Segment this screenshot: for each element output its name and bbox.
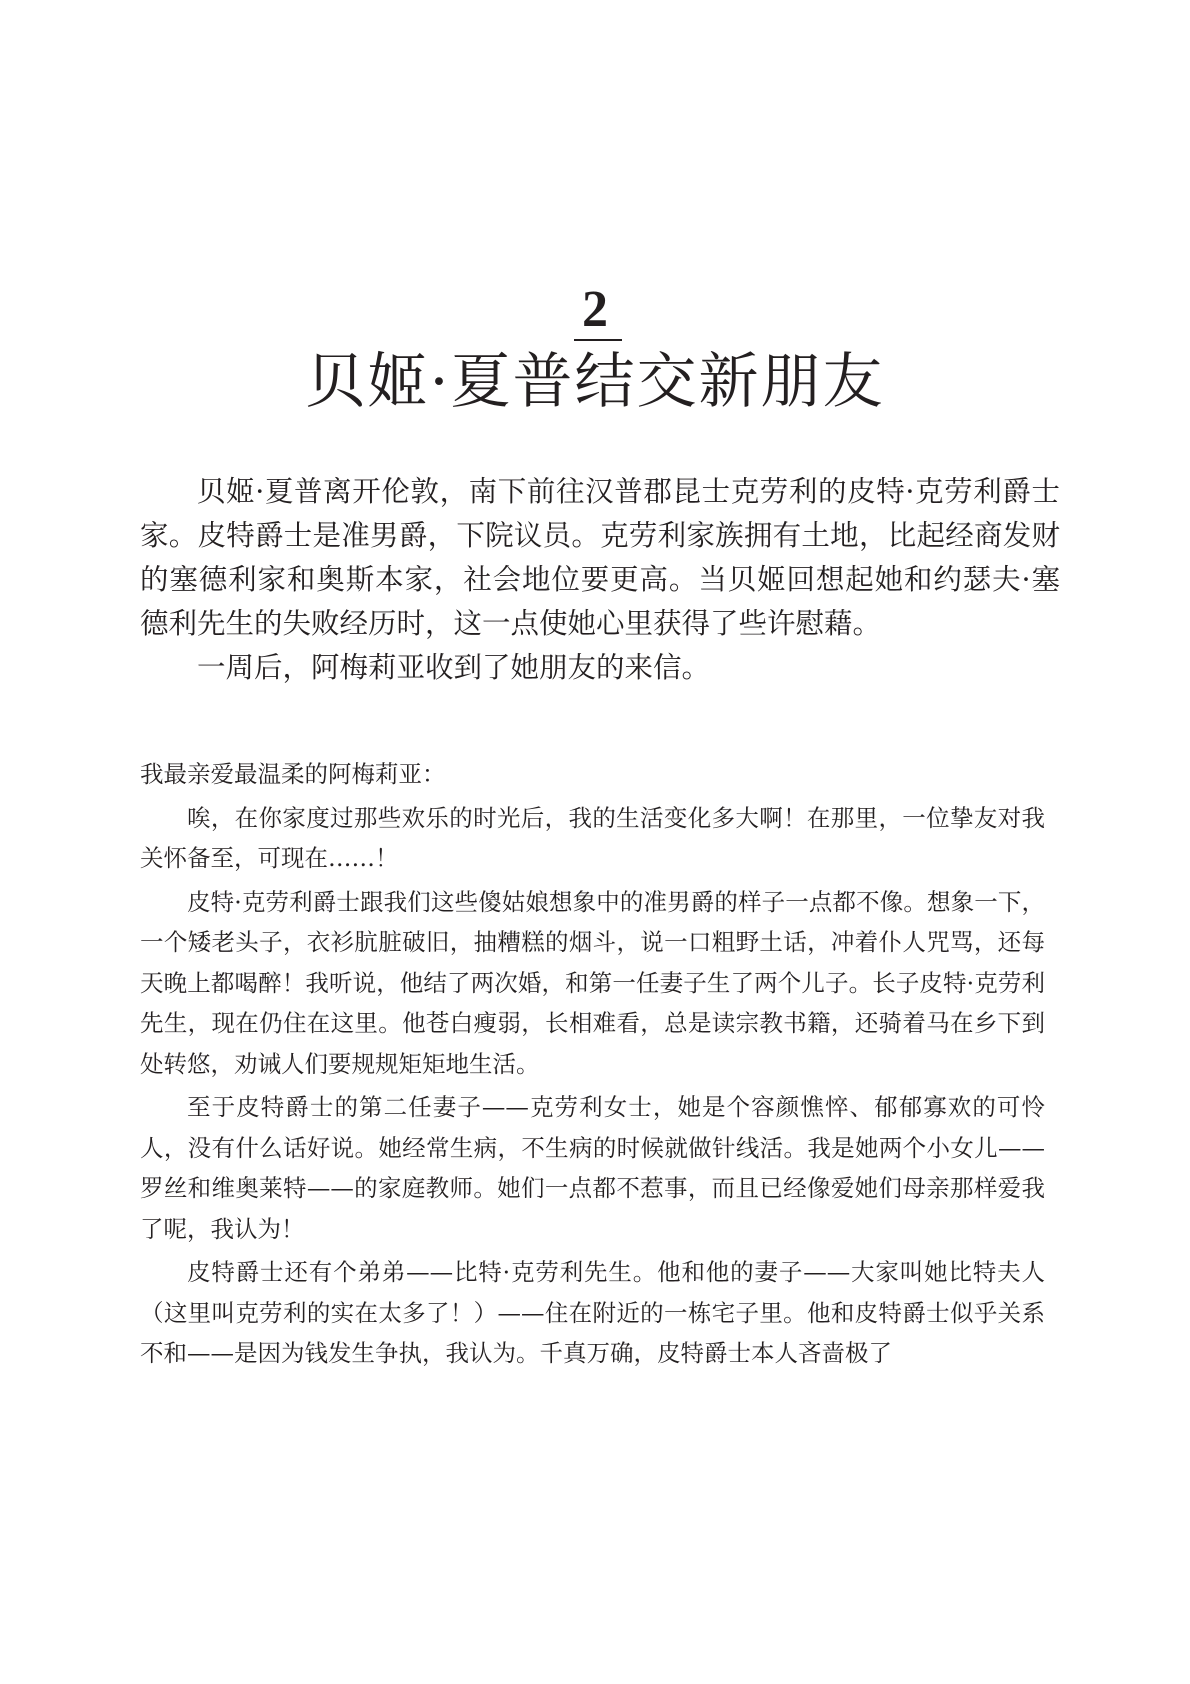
chapter-number: 2 bbox=[582, 281, 608, 338]
intro-text bbox=[140, 470, 1060, 690]
letter-salutation: 我最亲爱最温柔的阿梅莉亚： bbox=[140, 760, 446, 788]
chapter-title: 贝姬·夏普结交新朋友 bbox=[305, 347, 885, 417]
letter-text bbox=[140, 754, 1045, 1377]
letter-paragraph: 至于皮特爵士的第二任妻子——克劳利女士，她是个容颜憔悴、郁郁寡欢的可怜人，没有什么话好说。她经常生病，不生病的时候就做针线活。我是她两个小女儿——罗丝和维奥莱特——的家庭教师。她们一点都不惹事，而且已经像爱她们母亲那样爱我了呢，我认为！ bbox=[140, 1093, 1045, 1243]
letter-paragraph: 唉，在你家度过那些欢乐的时光后，我的生活变化多大啊！在那里，一位挚友对我关怀备至，可现在……！ bbox=[140, 803, 1045, 872]
chapter-number-rule bbox=[574, 339, 622, 341]
intro-paragraph: 贝姬·夏普离开伦敦，南下前往汉普郡昆士克劳利的皮特·克劳利爵士家。皮特爵士是准男爵，下院议员。克劳利家族拥有土地，比起经商发财的塞德利家和奥斯本家，社会地位要更高。当贝姬回想起她和约瑟夫·塞德利先生的失败经历时，这一点使她心里获得了些许慰藉。 bbox=[140, 475, 1060, 640]
letter-paragraph: 皮特·克劳利爵士跟我们这些傻姑娘想象中的准男爵的样子一点都不像。想象一下，一个矮老头子，衣衫肮脏破旧，抽糟糕的烟斗，说一口粗野土话，冲着仆人咒骂，还每天晚上都喝醉！我听说，他结了两次婚，和第一任妻子生了两个儿子。长子皮特·克劳利先生，现在仍住在这里。他苍白瘦弱，长相难看，总是读宗教书籍，还骑着马在乡下到处转悠，劝诫人们要规规矩矩地生活。 bbox=[140, 887, 1046, 1078]
letter-paragraph: 皮特爵士还有个弟弟——比特·克劳利先生。他和他的妻子——大家叫她比特夫人（这里叫克劳利的实在太多了！）——住在附近的一栋宅子里。他和皮特爵士似乎关系不和——是因为钱发生争执，我认为。千真万确，皮特爵士本人吝啬极了 bbox=[140, 1258, 1045, 1367]
intro-paragraph: 一周后，阿梅莉亚收到了她朋友的来信。 bbox=[197, 651, 711, 684]
